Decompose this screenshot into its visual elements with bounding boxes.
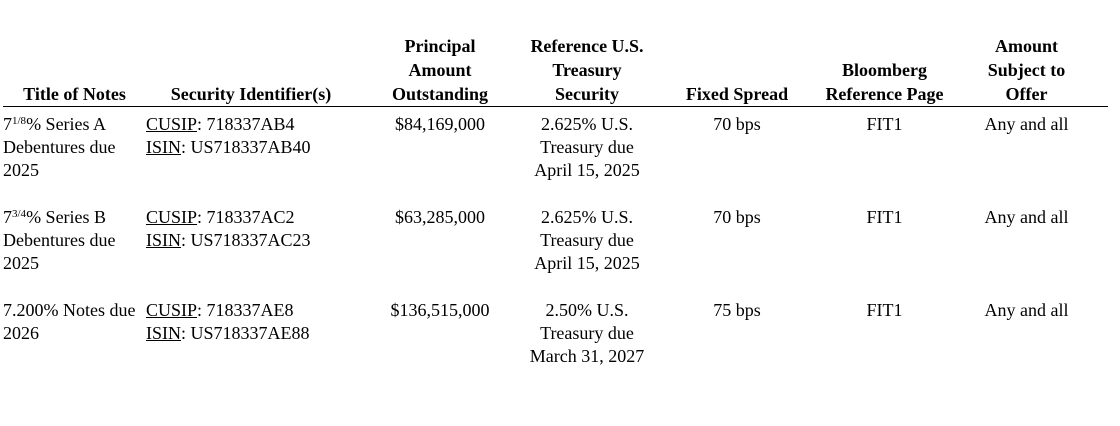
cusip-label: CUSIP: [146, 300, 198, 320]
header-fixed-spread: Fixed Spread: [650, 34, 824, 107]
isin-line: [146, 322, 356, 345]
cusip-value: : 718337AB4: [197, 114, 295, 134]
table-row: [3, 299, 1108, 392]
header-bloomberg-page: Bloomberg Reference Page: [824, 34, 945, 107]
cusip-value: : 718337AE8: [197, 300, 294, 320]
bloomberg-cell: FIT1: [866, 300, 903, 320]
isin-value: : US718337AE88: [181, 323, 310, 343]
notes-table: [3, 34, 1108, 392]
amount-cell: Any and all: [984, 114, 1069, 134]
table-row: [3, 107, 1108, 207]
cusip-line: [146, 206, 356, 229]
bloomberg-cell: FIT1: [866, 114, 903, 134]
header-principal-amount: Principal Amount Outstanding: [356, 34, 524, 107]
title-cell: 7.200% Notes due 2026: [3, 300, 136, 343]
isin-value: : US718337AB40: [181, 137, 311, 157]
spread-cell: 70 bps: [713, 207, 761, 227]
fraction: 1/8: [12, 115, 27, 127]
spread-cell: 70 bps: [713, 114, 761, 134]
principal-cell: $136,515,000: [390, 300, 490, 320]
title-cell: $7^{1/8}\%$ Series A Debentures due 2025: [3, 114, 116, 180]
header-reference-treasury: Reference U.S. Treasury Security: [524, 34, 650, 107]
cusip-line: [146, 299, 356, 322]
title-cell: $7^{3/4}\%$ Series B Debentures due 2025: [3, 207, 116, 273]
amount-cell: Any and all: [984, 207, 1069, 227]
cusip-label: CUSIP: [146, 114, 198, 134]
principal-cell: $84,169,000: [395, 114, 485, 134]
isin-line: [146, 136, 356, 159]
isin-line: [146, 229, 356, 252]
principal-cell: $63,285,000: [395, 207, 485, 227]
table-row: [3, 206, 1108, 299]
isin-value: : US718337AC23: [181, 230, 311, 250]
amount-cell: Any and all: [984, 300, 1069, 320]
reference-cell: 2.625% U.S. Treasury due April 15, 2025: [534, 207, 640, 273]
cusip-value: : 718337AC2: [197, 207, 295, 227]
security-cell: [146, 206, 356, 299]
isin-label: ISIN: [146, 323, 181, 343]
cusip-label: CUSIP: [146, 207, 198, 227]
security-cell: [146, 299, 356, 392]
spread-cell: 75 bps: [713, 300, 761, 320]
header-title-of-notes: Title of Notes: [3, 34, 146, 107]
security-cell: [146, 107, 356, 207]
header-row: [3, 34, 1108, 107]
isin-label: ISIN: [146, 230, 181, 250]
cusip-line: [146, 113, 356, 136]
reference-cell: 2.625% U.S. Treasury due April 15, 2025: [534, 114, 640, 180]
isin-label: ISIN: [146, 137, 181, 157]
bloomberg-cell: FIT1: [866, 207, 903, 227]
header-security-identifiers: Security Identifier(s): [146, 34, 356, 107]
header-amount-subject: Amount Subject to Offer: [945, 34, 1108, 107]
reference-cell: 2.50% U.S. Treasury due March 31, 2027: [529, 300, 645, 366]
fraction: 3/4: [12, 208, 27, 220]
